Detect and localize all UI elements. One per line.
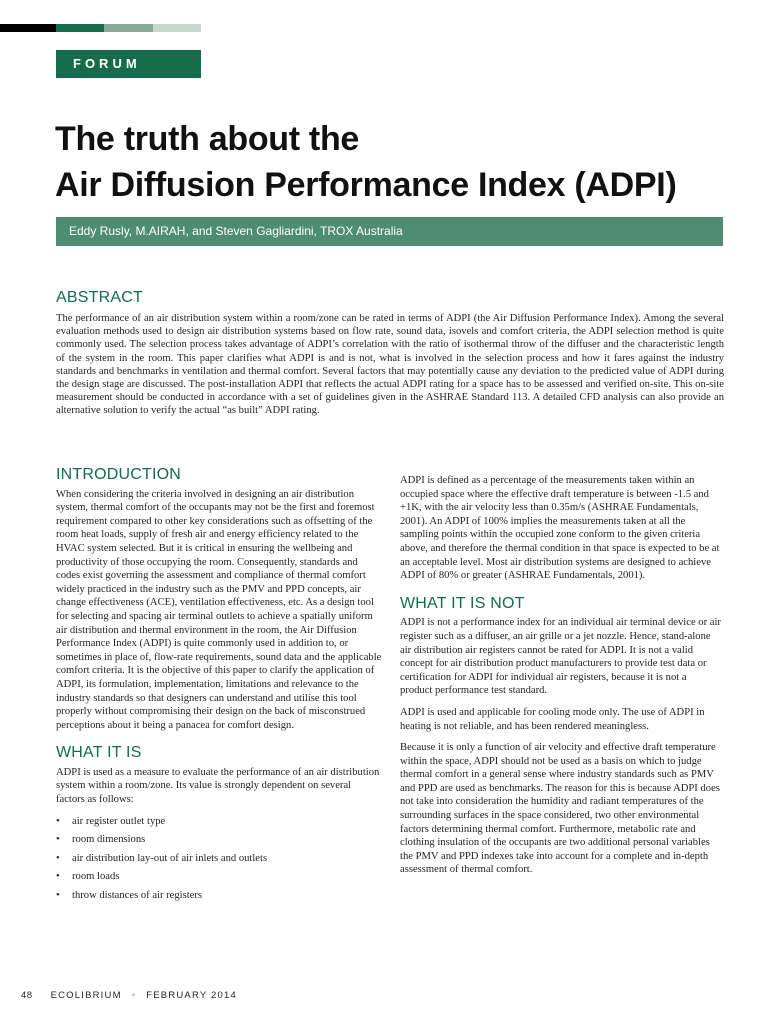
publication-name: ECOLIBRIUM	[50, 990, 122, 1001]
article-title	[55, 116, 755, 208]
list-item	[56, 833, 382, 847]
stripe-black	[0, 24, 56, 32]
right-column	[400, 474, 721, 885]
list-item	[56, 889, 382, 903]
left-column	[56, 468, 382, 908]
list-item-text: room loads	[72, 871, 120, 883]
what-it-is-text: ADPI is used as a measure to evaluate the performance of an air distribution system within a room/zone. Its value is strongly dependent on several factors as follows:	[56, 766, 380, 806]
section-tag: FORUM	[56, 50, 201, 78]
abstract-text: The performance of an air distribution system within a room/zone can be rated in terms of ADPI (the Air Diffusion Performance Index). Among the several evaluation methods used to design air distribution systems based on flow rate, sound data, isovels and comfort criteria, the ADPI selection method is quite commonly used. The selection process takes advantage of ADPI’s correlation with the ratio of isothermal throw of the diffuser and the characteristic length of the system in the room. This paper clarifies what ADPI is and is not, what is involved in the selection process and how it fares against the industry standards and benchmarks in ventilation and thermal comfort. Several factors that may potentially cause any deviation to the predicted value of ADPI during the design stage are discussed. The post-installation ADPI that reflects the actual ADPI rating for a space has to be assessed and verified on-site. This on-site measurement should be conducted in accordance with a set of guidelines given in the ASHRAE Standard 113. A detailed CFD analysis can also provide an alternative solution to verify the actual “as built” ADPI rating.	[56, 313, 724, 417]
stripe-green	[56, 24, 104, 32]
bullet-icon: •	[56, 834, 60, 846]
bullet-icon: •	[56, 815, 60, 827]
what-it-is-not-heading: WHAT IT IS NOT	[400, 594, 525, 612]
page-number: 48	[21, 990, 33, 1001]
bullet-icon: •	[56, 852, 60, 864]
factor-list	[56, 815, 382, 903]
what-it-is-not-paragraph-3: Because it is only a function of air velocity and effective draft temperature within the space, ADPI should not be used as a basis on which to judge thermal comfort in a general sense where industry standards such as PMV and PPD are used as benchmarks. The reason for this is because ADPI does not take into consideration the humidity and radiant temperatures of the surrounding surfaces in the space considered, two other environmental factors determining thermal comfort. Furthermore, metabolic rate and clothing insulation of the occupants are two additional personal variables the PMV and PPD indexes take into account for a complete and in-depth assessment of thermal comfort.	[400, 742, 720, 876]
abstract-heading: ABSTRACT	[56, 289, 143, 306]
list-item-text: air distribution lay-out of air inlets and outlets	[72, 852, 268, 864]
title-line-2: Air Diffusion Performance Index (ADPI)	[55, 166, 677, 204]
issue-date: FEBRUARY 2014	[146, 990, 237, 1001]
what-it-is-not-paragraph-2: ADPI is used and applicable for cooling mode only. The use of ADPI in heating is not reliable, and has been rendered meaningless.	[400, 706, 705, 732]
list-item	[56, 815, 382, 829]
list-item-text: air register outlet type	[72, 815, 166, 827]
title-line-1: The truth about the	[55, 120, 360, 158]
list-item	[56, 852, 382, 866]
introduction-heading: INTRODUCTION	[56, 466, 182, 483]
list-item-text: room dimensions	[72, 834, 146, 846]
footer-separator: •	[131, 990, 137, 1001]
adpi-definition-text: ADPI is defined as a percentage of the measurements taken within an occupied space where the effective draft temperature is between -1.5 and +1K, with the air velocity less than 0.35m/s (ASHRAE Fundamentals, 2001). An ADPI of 100% implies the measurements taken at all the sampling points within the occupied zone conform to the given criteria above, and therefore the thermal condition in that space is expected to be at an acceptable level. Most air distribution systems are designed to achieve ADPI of 80% or greater (ASHRAE Fundamentals, 2001).	[400, 475, 720, 582]
list-item-text: throw distances of air registers	[72, 890, 203, 902]
author-bar: Eddy Rusly, M.AIRAH, and Steven Gagliardini, TROX Australia	[56, 217, 723, 246]
what-it-is-not-paragraph-1: ADPI is not a performance index for an individual air terminal device or air register such as a diffuser, an air grille or a jet nozzle. Hence, stand-alone air distribution air registers cannot be rated for ADPI. It is not a valid concept for air distribution product manufacturers to provide test data or certification for ADPI for individual air registers, because it is not a product performance test standard.	[400, 617, 721, 697]
stripe-sage	[104, 24, 153, 32]
what-it-is-heading: WHAT IT IS	[56, 744, 142, 762]
page-footer	[21, 990, 237, 1001]
bullet-icon: •	[56, 890, 60, 902]
stripe-pale	[153, 24, 201, 32]
bullet-icon: •	[56, 871, 60, 883]
introduction-text: When considering the criteria involved in designing an air distribution system, thermal comfort of the occupants may not be the first and foremost requirement compared to other key considerations such as offsetting of the room heat loads, supply of fresh air and energy efficiency related to the HVAC system selected. But it is critical in ensuring the wellbeing and productivity of those occupying the room. Consequently, standards and codes exist governing the assessment and compliance of thermal comfort widely practiced in the industry such as the PMV and PPD concepts, air change effectiveness (ACE), ventilation effectiveness, etc. As a design tool for selecting and spacing air terminal outlets to achieve a spatially uniform air distribution and thermal environment in the room, the Air Diffusion Performance Index (ADPI) is quite commonly used in addition to, or sometimes in place of, flow-rate requirements, sound data and the applicable comfort criteria. It is the objective of this paper to clarify the application of ADPI, its formulation, implementation, limitations and relevance to the industry standards so that designers can understand and utilise this tool properly without compromising their design on the back of misconstrued perceptions about it being a panacea for comfort design.	[56, 488, 382, 731]
list-item	[56, 870, 382, 884]
